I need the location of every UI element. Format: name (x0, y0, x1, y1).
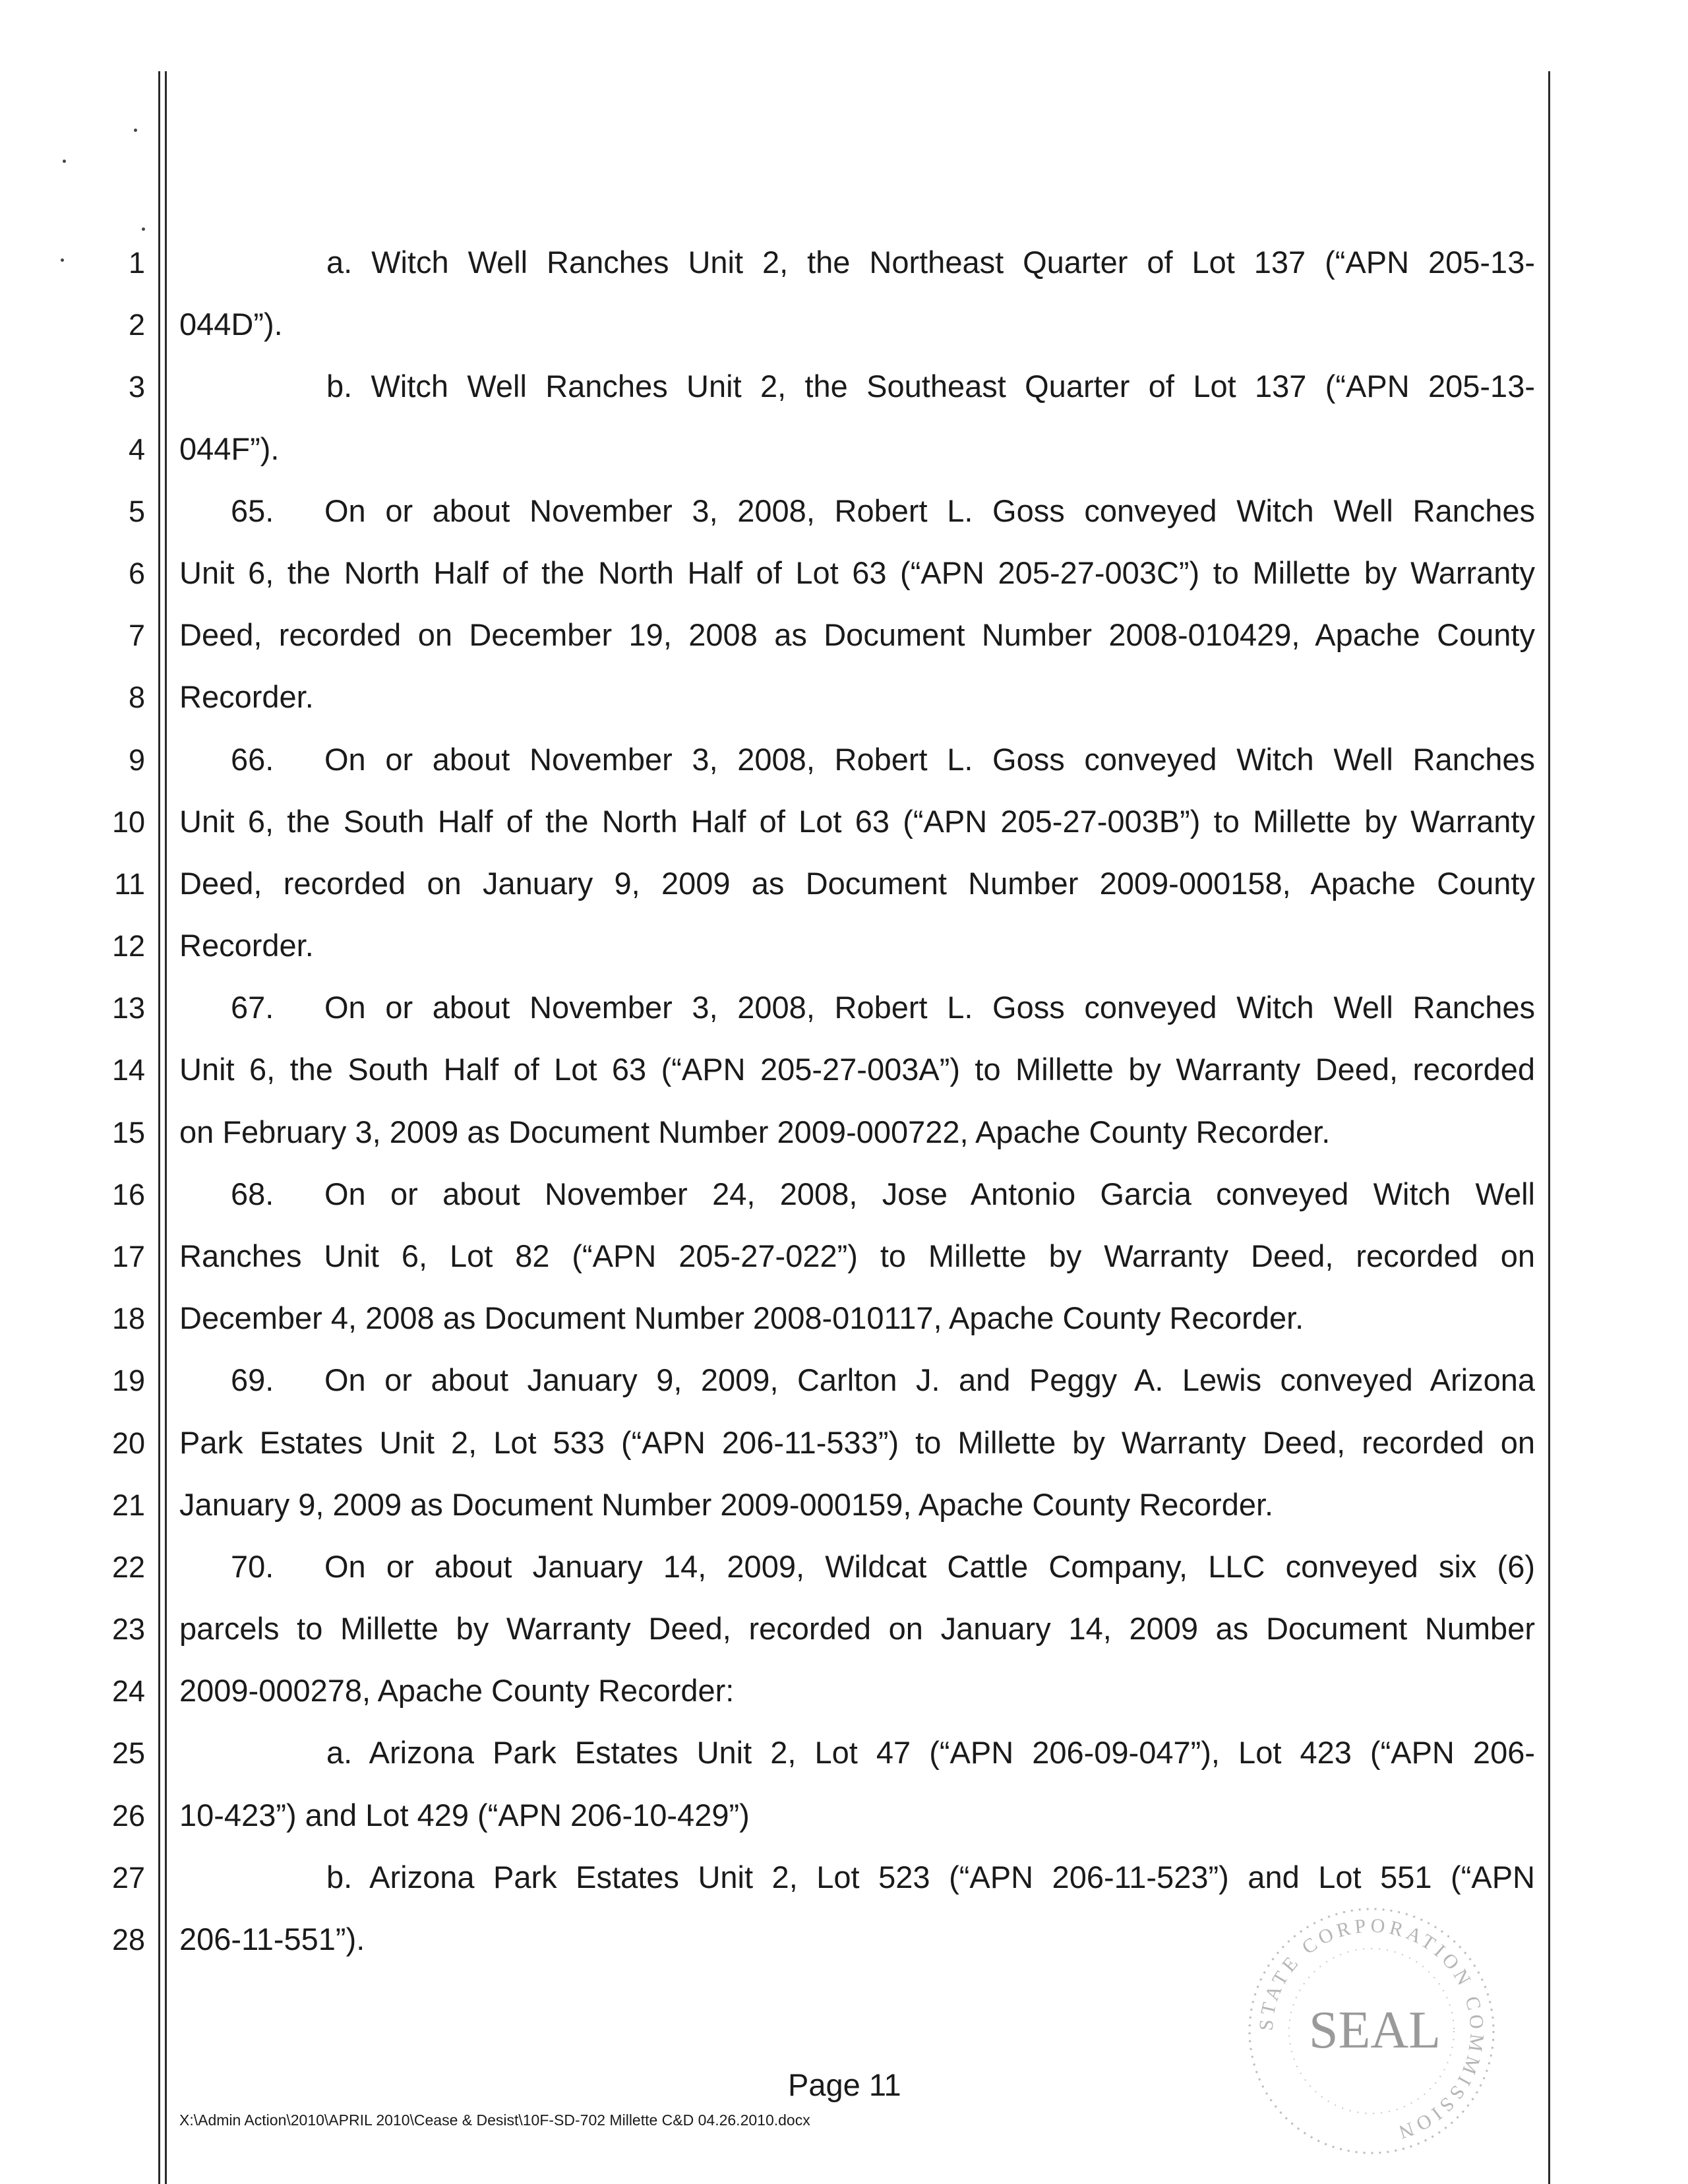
line-number: 5 (128, 495, 145, 528)
line-number: 3 (128, 370, 145, 404)
paragraph-number: 65. (231, 493, 274, 528)
paragraph-66-first-line (231, 744, 1535, 775)
text-line: 044D”). (179, 307, 283, 342)
line-number: 4 (128, 433, 145, 466)
left-margin-rule-outer (158, 71, 160, 2184)
seal-ring-text: STATE CORPORATION COMMISSION (1255, 1914, 1488, 2144)
line-number: 11 (114, 867, 145, 901)
line-number: 16 (111, 1178, 145, 1211)
line-number: 9 (128, 743, 145, 777)
line-number: 24 (111, 1674, 145, 1708)
line-number: 12 (111, 929, 145, 963)
line-number: 22 (111, 1550, 145, 1584)
file-path: X:\Admin Action\2010\APRIL 2010\Cease & Desist\10F-SD-702 Millette C&D 04.26.2010.docx (179, 2111, 810, 2129)
line-number: 25 (111, 1736, 145, 1770)
page-number: Page 11 (788, 2067, 901, 2102)
text-line: a. Arizona Park Estates Unit 2, Lot 47 (“APN 206-09-047”), Lot 423 (“APN 206- (326, 1735, 1535, 1770)
line-number: 17 (111, 1240, 145, 1273)
line-number: 23 (111, 1612, 145, 1646)
scan-speck (63, 160, 66, 163)
text-line: parcels to Millette by Warranty Deed, recorded on January 14, 2009 as Document Number (179, 1611, 1535, 1646)
line-number: 21 (111, 1488, 145, 1522)
line-number: 14 (111, 1053, 145, 1087)
line-number: 2 (128, 308, 145, 342)
text-line: 10-423”) and Lot 429 (“APN 206-10-429”) (179, 1798, 750, 1833)
line-number: 13 (111, 991, 145, 1025)
text-line: 044F”). (179, 431, 280, 466)
text-line: 2009-000278, Apache County Recorder: (179, 1673, 735, 1708)
text-line: On or about November 3, 2008, Robert L. Goss conveyed Witch Well Ranches (324, 990, 1535, 1025)
text-line: b. Arizona Park Estates Unit 2, Lot 523 (“APN 206-11-523”) and Lot 551 (“APN (326, 1860, 1535, 1895)
text-line: On or about January 14, 2009, Wildcat Cattle Company, LLC conveyed six (6) (324, 1549, 1535, 1584)
paragraph-67-first-line (231, 992, 1535, 1023)
paragraph-65-first-line (231, 495, 1535, 526)
line-number: 8 (128, 681, 145, 714)
paragraph-70-first-line (231, 1551, 1535, 1582)
text-line: Recorder. (179, 679, 314, 714)
text-line: Unit 6, the South Half of the North Half of Lot 63 (“APN 205-27-003B”) to Millette by Warranty (179, 804, 1535, 839)
text-line: Deed, recorded on December 19, 2008 as Document Number 2008-010429, Apache County (179, 617, 1535, 652)
text-line: Unit 6, the North Half of the North Half of Lot 63 (“APN 205-27-003C”) to Millette by Warranty (179, 555, 1535, 590)
text-line: b. Witch Well Ranches Unit 2, the Southeast Quarter of Lot 137 (“APN 205-13- (326, 369, 1535, 404)
paragraph-69-first-line (231, 1364, 1535, 1395)
left-margin-rule-inner (165, 71, 167, 2184)
paragraph-68-first-line (231, 1178, 1535, 1209)
line-number: 6 (128, 557, 145, 590)
line-number: 27 (111, 1861, 145, 1895)
line-number: 19 (111, 1364, 145, 1397)
paragraph-number: 69. (231, 1362, 274, 1397)
text-line: On or about November 3, 2008, Robert L. Goss conveyed Witch Well Ranches (324, 493, 1535, 528)
text-line: Park Estates Unit 2, Lot 533 (“APN 206-11-533”) to Millette by Warranty Deed, recorded on (179, 1425, 1535, 1460)
text-line: On or about November 24, 2008, Jose Antonio Garcia conveyed Witch Well (324, 1176, 1535, 1211)
seal-word: SEAL (1309, 2001, 1441, 2059)
seal-stamp (1233, 1893, 1510, 2169)
text-line: January 9, 2009 as Document Number 2009-000159, Apache County Recorder. (179, 1487, 1274, 1522)
line-number: 20 (111, 1426, 145, 1460)
line-number: 15 (111, 1116, 145, 1149)
line-number: 1 (128, 246, 145, 280)
line-number: 10 (111, 805, 145, 839)
text-line: On or about January 9, 2009, Carlton J. and Peggy A. Lewis conveyed Arizona (324, 1362, 1535, 1397)
line-number: 7 (128, 619, 145, 652)
paragraph-number: 68. (231, 1176, 274, 1211)
text-line: Recorder. (179, 928, 314, 963)
text-line: 206-11-551”). (179, 1922, 365, 1957)
text-line: Unit 6, the South Half of Lot 63 (“APN 205-27-003A”) to Millette by Warranty Deed, recorded (179, 1052, 1535, 1087)
paragraph-number: 66. (231, 742, 274, 777)
paragraph-number: 70. (231, 1549, 274, 1584)
scan-speck (142, 228, 145, 231)
right-margin-rule (1548, 71, 1550, 2184)
line-number: 18 (111, 1302, 145, 1335)
paragraph-number: 67. (231, 990, 274, 1025)
text-line: a. Witch Well Ranches Unit 2, the Northeast Quarter of Lot 137 (“APN 205-13- (326, 245, 1535, 280)
scan-speck (134, 129, 137, 132)
text-line: On or about November 3, 2008, Robert L. Goss conveyed Witch Well Ranches (324, 742, 1535, 777)
text-line: Deed, recorded on January 9, 2009 as Document Number 2009-000158, Apache County (179, 866, 1535, 901)
text-line: on February 3, 2009 as Document Number 2009-000722, Apache County Recorder. (179, 1114, 1331, 1149)
line-number: 26 (111, 1799, 145, 1833)
line-number: 28 (111, 1923, 145, 1957)
text-line: December 4, 2008 as Document Number 2008-010117, Apache County Recorder. (179, 1300, 1304, 1335)
text-line: Ranches Unit 6, Lot 82 (“APN 205-27-022”) to Millette by Warranty Deed, recorded on (179, 1238, 1535, 1273)
scan-speck (61, 258, 64, 262)
